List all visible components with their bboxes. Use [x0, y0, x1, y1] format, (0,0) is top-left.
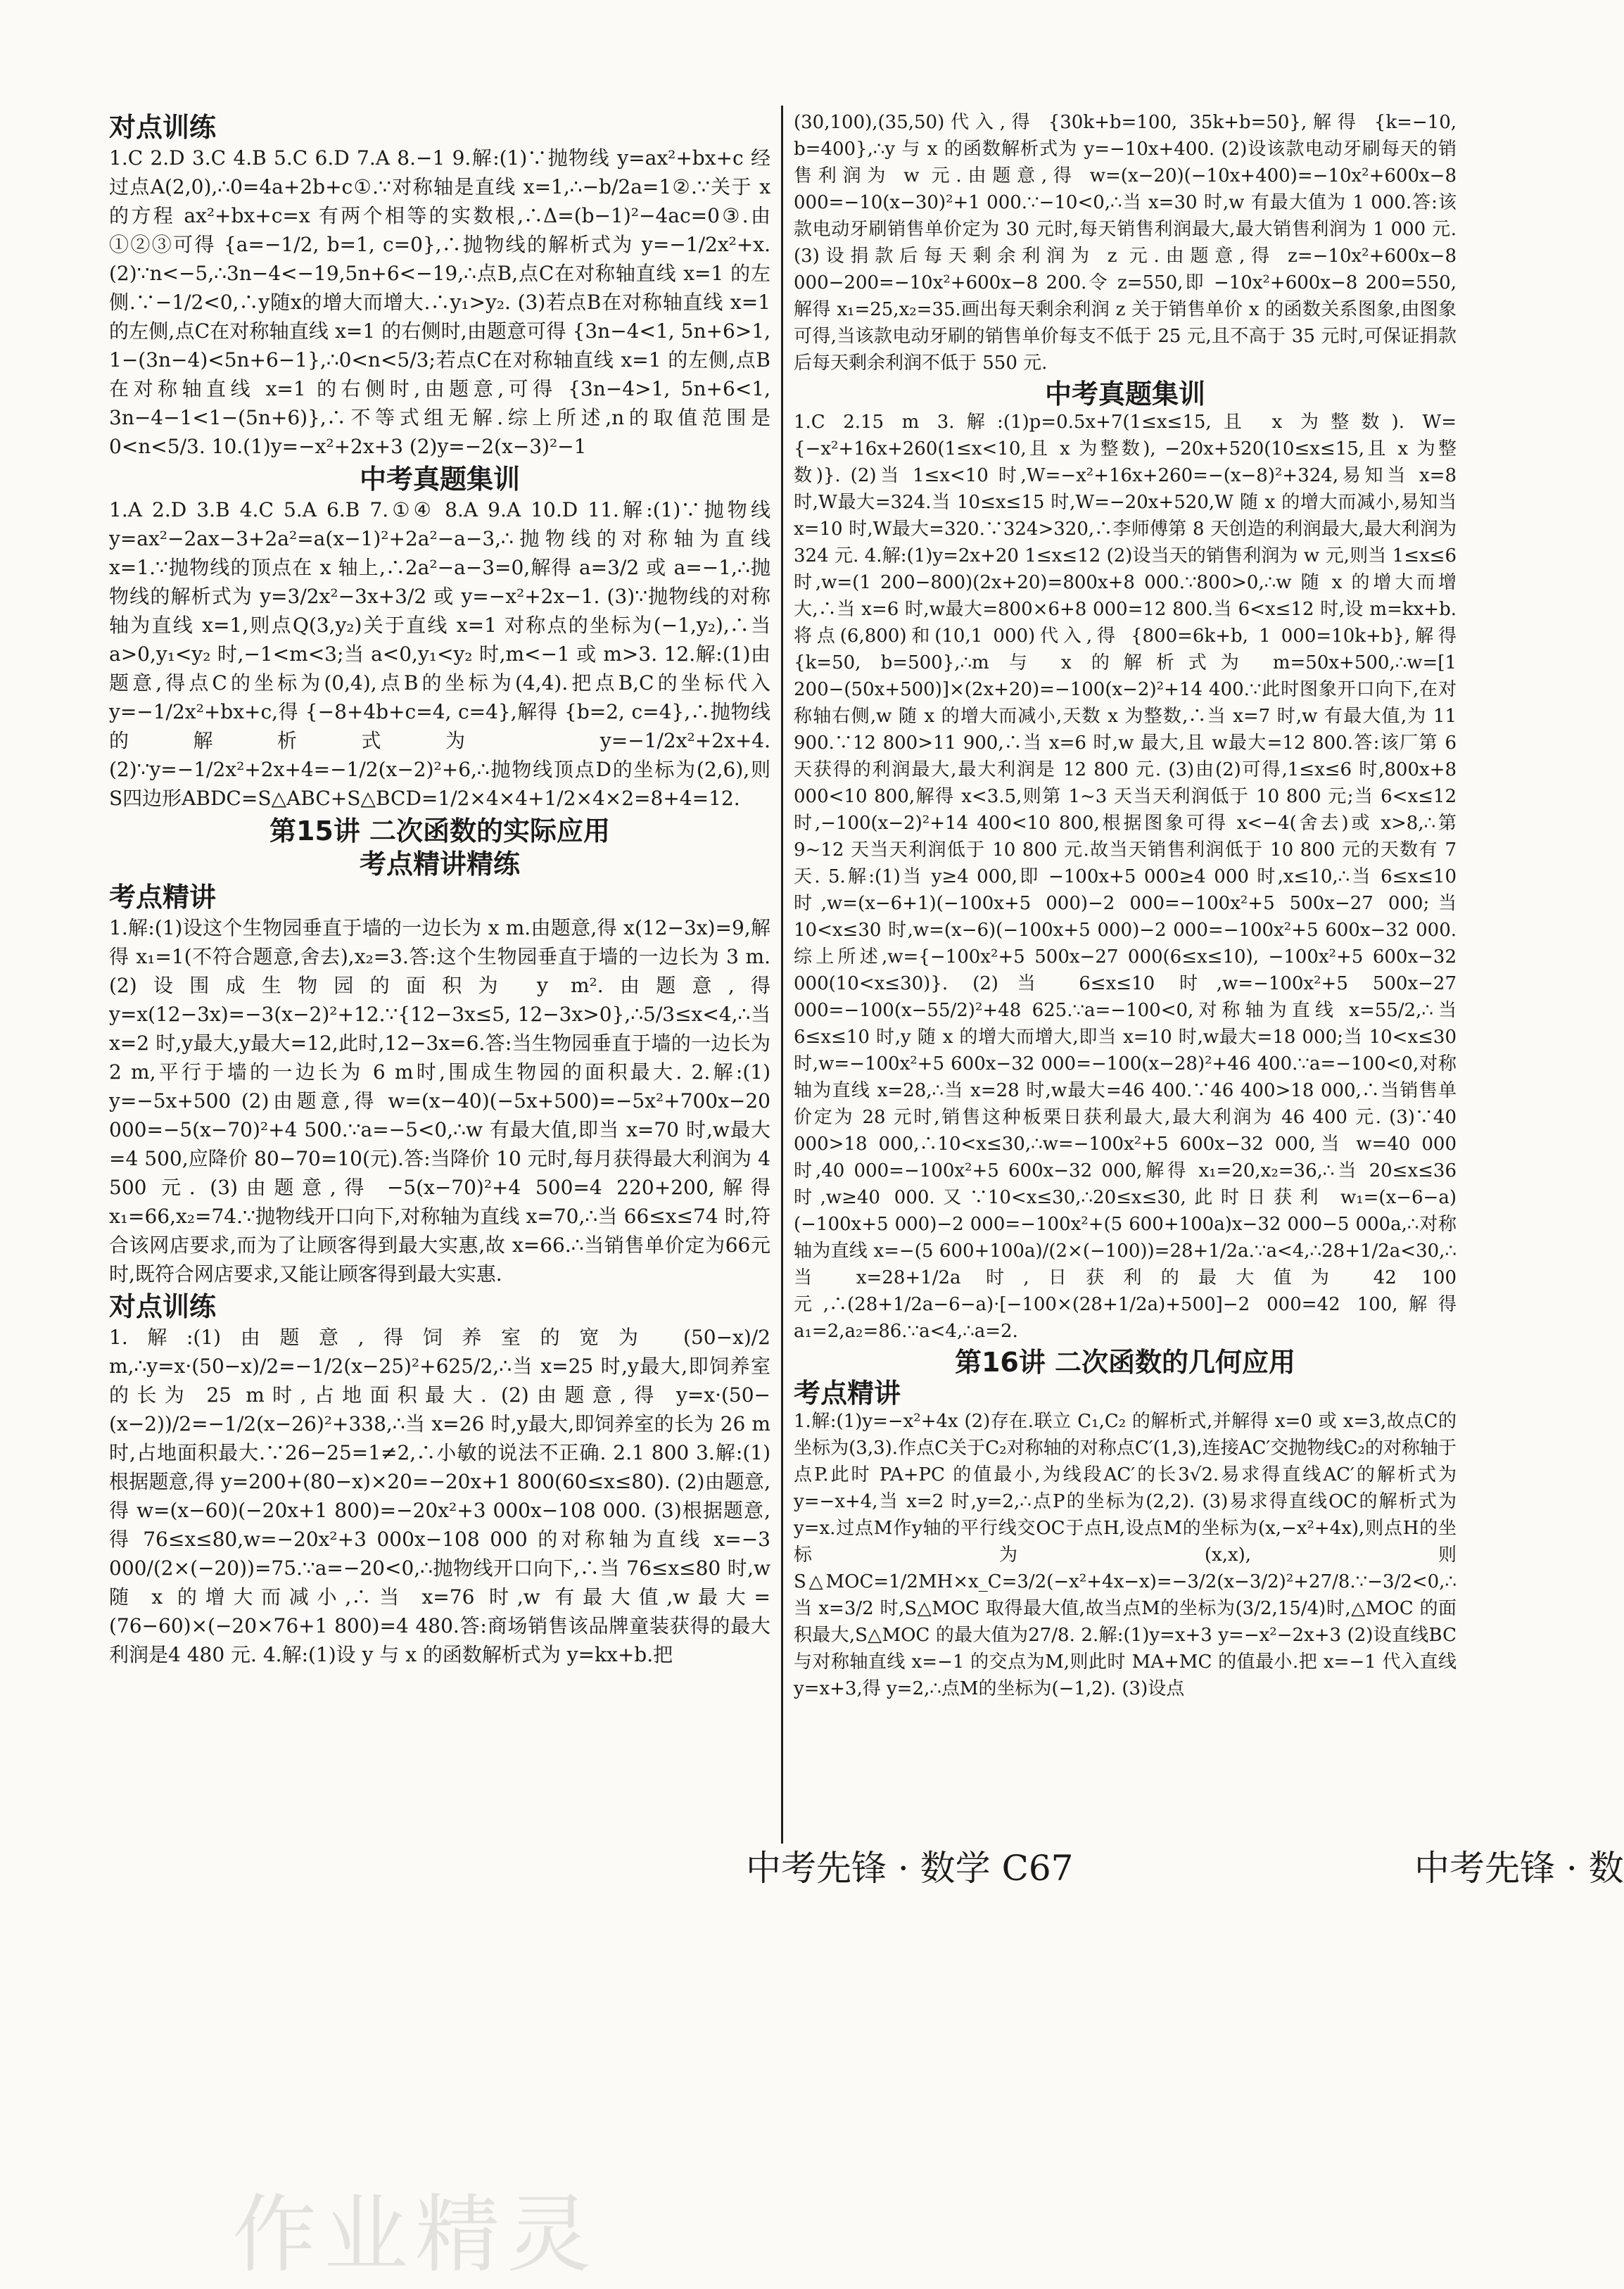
answer-paragraph: 1.解:(1)y=−x²+4x (2)存在.联立 C₁,C₂ 的解析式,并解得 x=0 或 x=3,故点C的坐标为(3,3).作点C关于C₂对称轴的对称点C′(1,3),连接AC′交抛物线C₂的对称轴于点P.此时 PA+PC 的值最小,为线段AC′的长3√2.易求得直线AC′的解析式为 y=−x+4,当 x=2 时,y=2,∴点P的坐标为(2,2). (3)易求得直线OC的解析式为 y=x.过点M作y轴的平行线交OC于点H,设点M的坐标为(x,−x²+4x),则点H的坐标为(x,x),则 S△MOC=1/2MH×x_C=3/2(−x²+4x−x)=−3/2(x−3/2)²+27/8.∵−3/2<0,∴当 x=3/2 时,S△MOC 取得最大值,故当点M的坐标为(3/2,15/4)时,△MOC 的面积最大,S△MOC 的最大值为27/8. 2.解:(1)y=x+3 y=−x²−2x+3 (2)设直线BC与对称轴直线 x=−1 的交点为M,则此时 MA+MC 的值最小.把 x=−1 代入直线 y=x+3,得 y=2,∴点M的坐标为(−1,2). (3)设点 [794, 1411, 1457, 1699]
lecture-title: 第16讲 二次函数的几何应用 [954, 1347, 1296, 1378]
section-heading: 中考真题集训 [1044, 379, 1205, 410]
left-column [109, 109, 770, 1669]
right-column [794, 109, 1457, 1702]
answer-paragraph: 1.A 2.D 3.B 4.C 5.A 6.B 7.①④ 8.A 9.A 10.D 11.解:(1)∵抛物线 y=ax²−2ax−3+2a²=a(x−1)²+2a²−a−3,∴抛物线的对称轴为直线 x=1.∵抛物线的顶点在 x 轴上,∴2a²−a−3=0,解得 a=3/2 或 a=−1,∴抛物线的解析式为 y=3/2x²−3x+3/2 或 y=−x²+2x−1. (3)∵抛物线的对称轴为直线 x=1,则点Q(3,y₂)关于直线 x=1 对称点的坐标为(−1,y₂),∴当 a>0,y₁<y₂ 时,−1<m<3;当 a<0,y₁<y₂ 时,m<−1 或 m>3. 12.解:(1)由题意,得点C的坐标为(0,4),点B的坐标为(4,4).把点B,C的坐标代入 y=−1/2x²+bx+c,得 {−8+4b+c=4, c=4},解得 {b=2, c=4},∴抛物线的解析式为 y=−1/2x²+2x+4. (2)∵y=−1/2x²+2x+4=−1/2(x−2)²+6,∴抛物线顶点D的坐标为(2,6),则 S四边形ABDC=S△ABC+S△BCD=1/2×4×4+1/2×4×2=8+4=12. [109, 498, 770, 810]
answer-paragraph: 1.解:(1)由题意,得饲养室的宽为 (50−x)/2 m,∴y=x·(50−x)/2=−1/2(x−25)²+625/2,∴当 x=25 时,y最大,即饲养室的长为 25 m时,占地面积最大. (2)由题意,得 y=x·(50−(x−2))/2=−1/2(x−26)²+338,∴当 x=26 时,y最大,即饲养室的长为 26 m时,占地面积最大.∵26−25=1≠2,∴小敏的说法不正确. 2.1 800 3.解:(1)根据题意,得 y=200+(80−x)×20=−20x+1 800(60≤x≤80). (2)由题意,得 w=(x−60)(−20x+1 800)=−20x²+3 000x−108 000. (3)根据题意,得 76≤x≤80,w=−20x²+3 000x−108 000 的对称轴为直线 x=−3 000/(2×(−20))=75.∵a=−20<0,∴抛物线开口向下,∴当 76≤x≤80 时,w 随 x 的增大而减小,∴当 x=76 时,w 有最大值,w最大=(76−60)×(−20×76+1 800)=4 480.答:商场销售该品牌童装获得的最大利润是4 480 元. 4.解:(1)设 y 与 x 的函数解析式为 y=kx+b.把 [109, 1326, 770, 1666]
watermark: 作业精灵 [232, 2186, 598, 2284]
answer-paragraph: 1.C 2.15 m 3.解:(1)p=0.5x+7(1≤x≤15,且 x 为整数). W={−x²+16x+260(1≤x<10,且 x 为整数), −20x+520(10≤x≤15,且 x 为整数)}. (2)当 1≤x<10 时,W=−x²+16x+260=−(x−8)²+324,易知当 x=8 时,W最大=324.当 10≤x≤15 时,W=−20x+520,W 随 x 的增大而减小,易知当 x=10 时,W最大=320.∵324>320,∴李师傅第 8 天创造的利润最大,最大利润为 324 元. 4.解:(1)y=2x+20 1≤x≤12 (2)设当天的销售利润为 w 元,则当 1≤x≤6 时,w=(1 200−800)(2x+20)=800x+8 000.∵800>0,∴w 随 x 的增大而增大,∴当 x=6 时,w最大=800×6+8 000=12 800.当 6<x≤12 时,设 m=kx+b.将点(6,800)和(10,1 000)代入,得 {800=6k+b, 1 000=10k+b},解得 {k=50, b=500},∴m 与 x 的解析式为 m=50x+500,∴w=[1 200−(50x+500)]×(2x+20)=−100(x−2)²+14 400.∵此时图象开口向下,在对称轴右侧,w 随 x 的增大而减小,天数 x 为整数,∴当 x=7 时,w 有最大值,为 11 900.∵12 800>11 900,∴当 x=6 时,w 最大,且 w最大=12 800.答:该厂第 6 天获得的利润最大,最大利润是 12 800 元. (3)由(2)可得,1≤x≤6 时,800x+8 000<10 800,解得 x<3.5,则第 1~3 天当天利润低于 10 800 元;当 6<x≤12 时,−100(x−2)²+14 400<10 800,根据图象可得 x<−4(舍去)或 x>8,∴第 9~12 天当天利润低于 10 800 元.故当天销售利润低于 10 800 元的天数有 7 天. 5.解:(1)当 y≥4 000,即 −100x+5 000≥4 000 时,x≤10,∴当 6≤x≤10 时,w=(x−6+1)(−100x+5 000)−2 000=−100x²+5 500x−27 000;当 10<x≤30 时,w=(x−6)(−100x+5 000)−2 000=−100x²+5 600x−32 000.综上所述,w={−100x²+5 500x−27 000(6≤x≤10), −100x²+5 600x−32 000(10<x≤30)}. (2)当 6≤x≤10 时,w=−100x²+5 500x−27 000=−100(x−55/2)²+48 625.∵a=−100<0,对称轴为直线 x=55/2,∴当 6≤x≤10 时,y 随 x 的增大而增大,即当 x=10 时,w最大=18 000;当 10<x≤30 时,w=−100x²+5 600x−32 000=−100(x−28)²+46 400.∵a=−100<0,对称轴为直线 x=28,∴当 x=28 时,w最大=46 400.∵46 400>18 000,∴当销售单价定为 28 元时,销售这种板栗日获利最大,最大利润为 46 400 元. (3)∵40 000>18 000,∴10<x≤30,∴w=−100x²+5 600x−32 000,当 w=40 000 时,40 000=−100x²+5 600x−32 000,解得 x₁=20,x₂=36,∴当 20≤x≤36 时,w≥40 000.又∵10<x≤30,∴20≤x≤30,此时日获利 w₁=(x−6−a)(−100x+5 000)−2 000=−100x²+(5 600+100a)x−32 000−5 000a,∴对称轴为直线 x=−(5 600+100a)/(2×(−100))=28+1/2a.∵a<4,∴28+1/2a<30,∴当 x=28+1/2a 时,日获利的最大值为 42 100 元,∴(28+1/2a−6−a)·[−100×(28+1/2a)+500]−2 000=42 100,解得 a₁=2,a₂=86.∵a<4,∴a=2. [794, 412, 1457, 1342]
lecture-title: 第15讲 二次函数的实际应用 [269, 816, 611, 847]
answer-paragraph: (30,100),(35,50)代入,得 {30k+b=100, 35k+b=50},解得 {k=−10, b=400},∴y 与 x 的函数解析式为 y=−10x+400. (2)设该款电动牙刷每天的销售利润为 w 元.由题意,得 w=(x−20)(−10x+400)=−10x²+600x−8 000=−10(x−30)²+1 000.∵−10<0,∴当 x=30 时,w 有最大值为 1 000.答:该款电动牙刷销售单价定为 30 元时,每天销售利润最大,最大销售利润为 1 000 元. (3)设捐款后每天剩余利润为 z 元.由题意,得 z=−10x²+600x−8 000−200=−10x²+600x−8 200.令 z=550,即 −10x²+600x−8 200=550,解得 x₁=25,x₂=35.画出每天剩余利润 z 关于销售单价 x 的函数关系图象,由图象可得,当该款电动牙刷的销售单价每支不低于 25 元,且不高于 35 元时,可保证捐款后每天剩余利润不低于 550 元. [794, 112, 1457, 374]
section-heading: 考点精讲精练 [359, 849, 520, 880]
answer-paragraph: 1.C 2.D 3.C 4.B 5.C 6.D 7.A 8.−1 9.解:(1)∵抛物线 y=ax²+bx+c 经过点A(2,0),∴0=4a+2b+c①.∵对称轴是直线 x=1,∴−b/2a=1②.∵关于 x 的方程 ax²+bx+c=x 有两个相等的实数根,∴Δ=(b−1)²−4ac=0③.由①②③可得 {a=−1/2, b=1, c=0},∴抛物线的解析式为 y=−1/2x²+x. (2)∵n<−5,∴3n−4<−19,5n+6<−19,∴点B,点C在对称轴直线 x=1 的左侧.∵−1/2<0,∴y随x的增大而增大.∴y₁>y₂. (3)若点B在对称轴直线 x=1 的左侧,点C在对称轴直线 x=1 的右侧时,由题意可得 {3n−4<1, 5n+6>1, 1−(3n−4)<5n+6−1},∴0<n<5/3;若点C在对称轴直线 x=1 的左侧,点B在对称轴直线 x=1 的右侧时,由题意,可得 {3n−4>1, 5n+6<1, 3n−4−1<1−(5n+6)},∴不等式组无解.综上所述,n的取值范围是0<n<5/3. 10.(1)y=−x²+2x+3 (2)y=−2(x−3)²−1 [109, 146, 770, 458]
page-footer: 中考先锋 · 数学 C67 [746, 1848, 1074, 1889]
section-heading: 对点训练 [109, 1291, 217, 1322]
section-heading: 考点精讲 [794, 1378, 901, 1409]
section-heading: 考点精讲 [109, 882, 217, 913]
answer-paragraph: 1.解:(1)设这个生物园垂直于墙的一边长为 x m.由题意,得 x(12−3x)=9,解得 x₁=1(不符合题意,舍去),x₂=3.答:这个生物园垂直于墙的一边长为 3 m. (2)设围成生物园的面积为 y m².由题意,得 y=x(12−3x)=−3(x−2)²+12.∵{12−3x≤5, 12−3x>0},∴5/3≤x<4,∴当 x=2 时,y最大,y最大=12,此时,12−3x=6.答:当生物园垂直于墙的一边长为 2 m,平行于墙的一边长为 6 m时,围成生物园的面积最大. 2.解:(1) y=−5x+500 (2)由题意,得 w=(x−40)(−5x+500)=−5x²+700x−20 000=−5(x−70)²+4 500.∵a=−5<0,∴w 有最大值,即当 x=70 时,w最大=4 500,应降价 80−70=10(元).答:当降价 10 元时,每月获得最大利润为 4 500 元. (3)由题意,得 −5(x−70)²+4 500=4 220+200,解得 x₁=66,x₂=74.∵抛物线开口向下,对称轴为直线 x=70,∴当 66≤x≤74 时,符合该网店要求,而为了让顾客得到最大实惠,故 x=66.∴当销售单价定为66元时,既符合网店要求,又能让顾客得到最大实惠. [109, 916, 770, 1286]
page-footer-right: 中考先锋 · 数 [1414, 1848, 1624, 1889]
section-heading: 对点训练 [109, 112, 217, 143]
column-divider [781, 106, 783, 1844]
section-heading: 中考真题集训 [359, 464, 520, 495]
